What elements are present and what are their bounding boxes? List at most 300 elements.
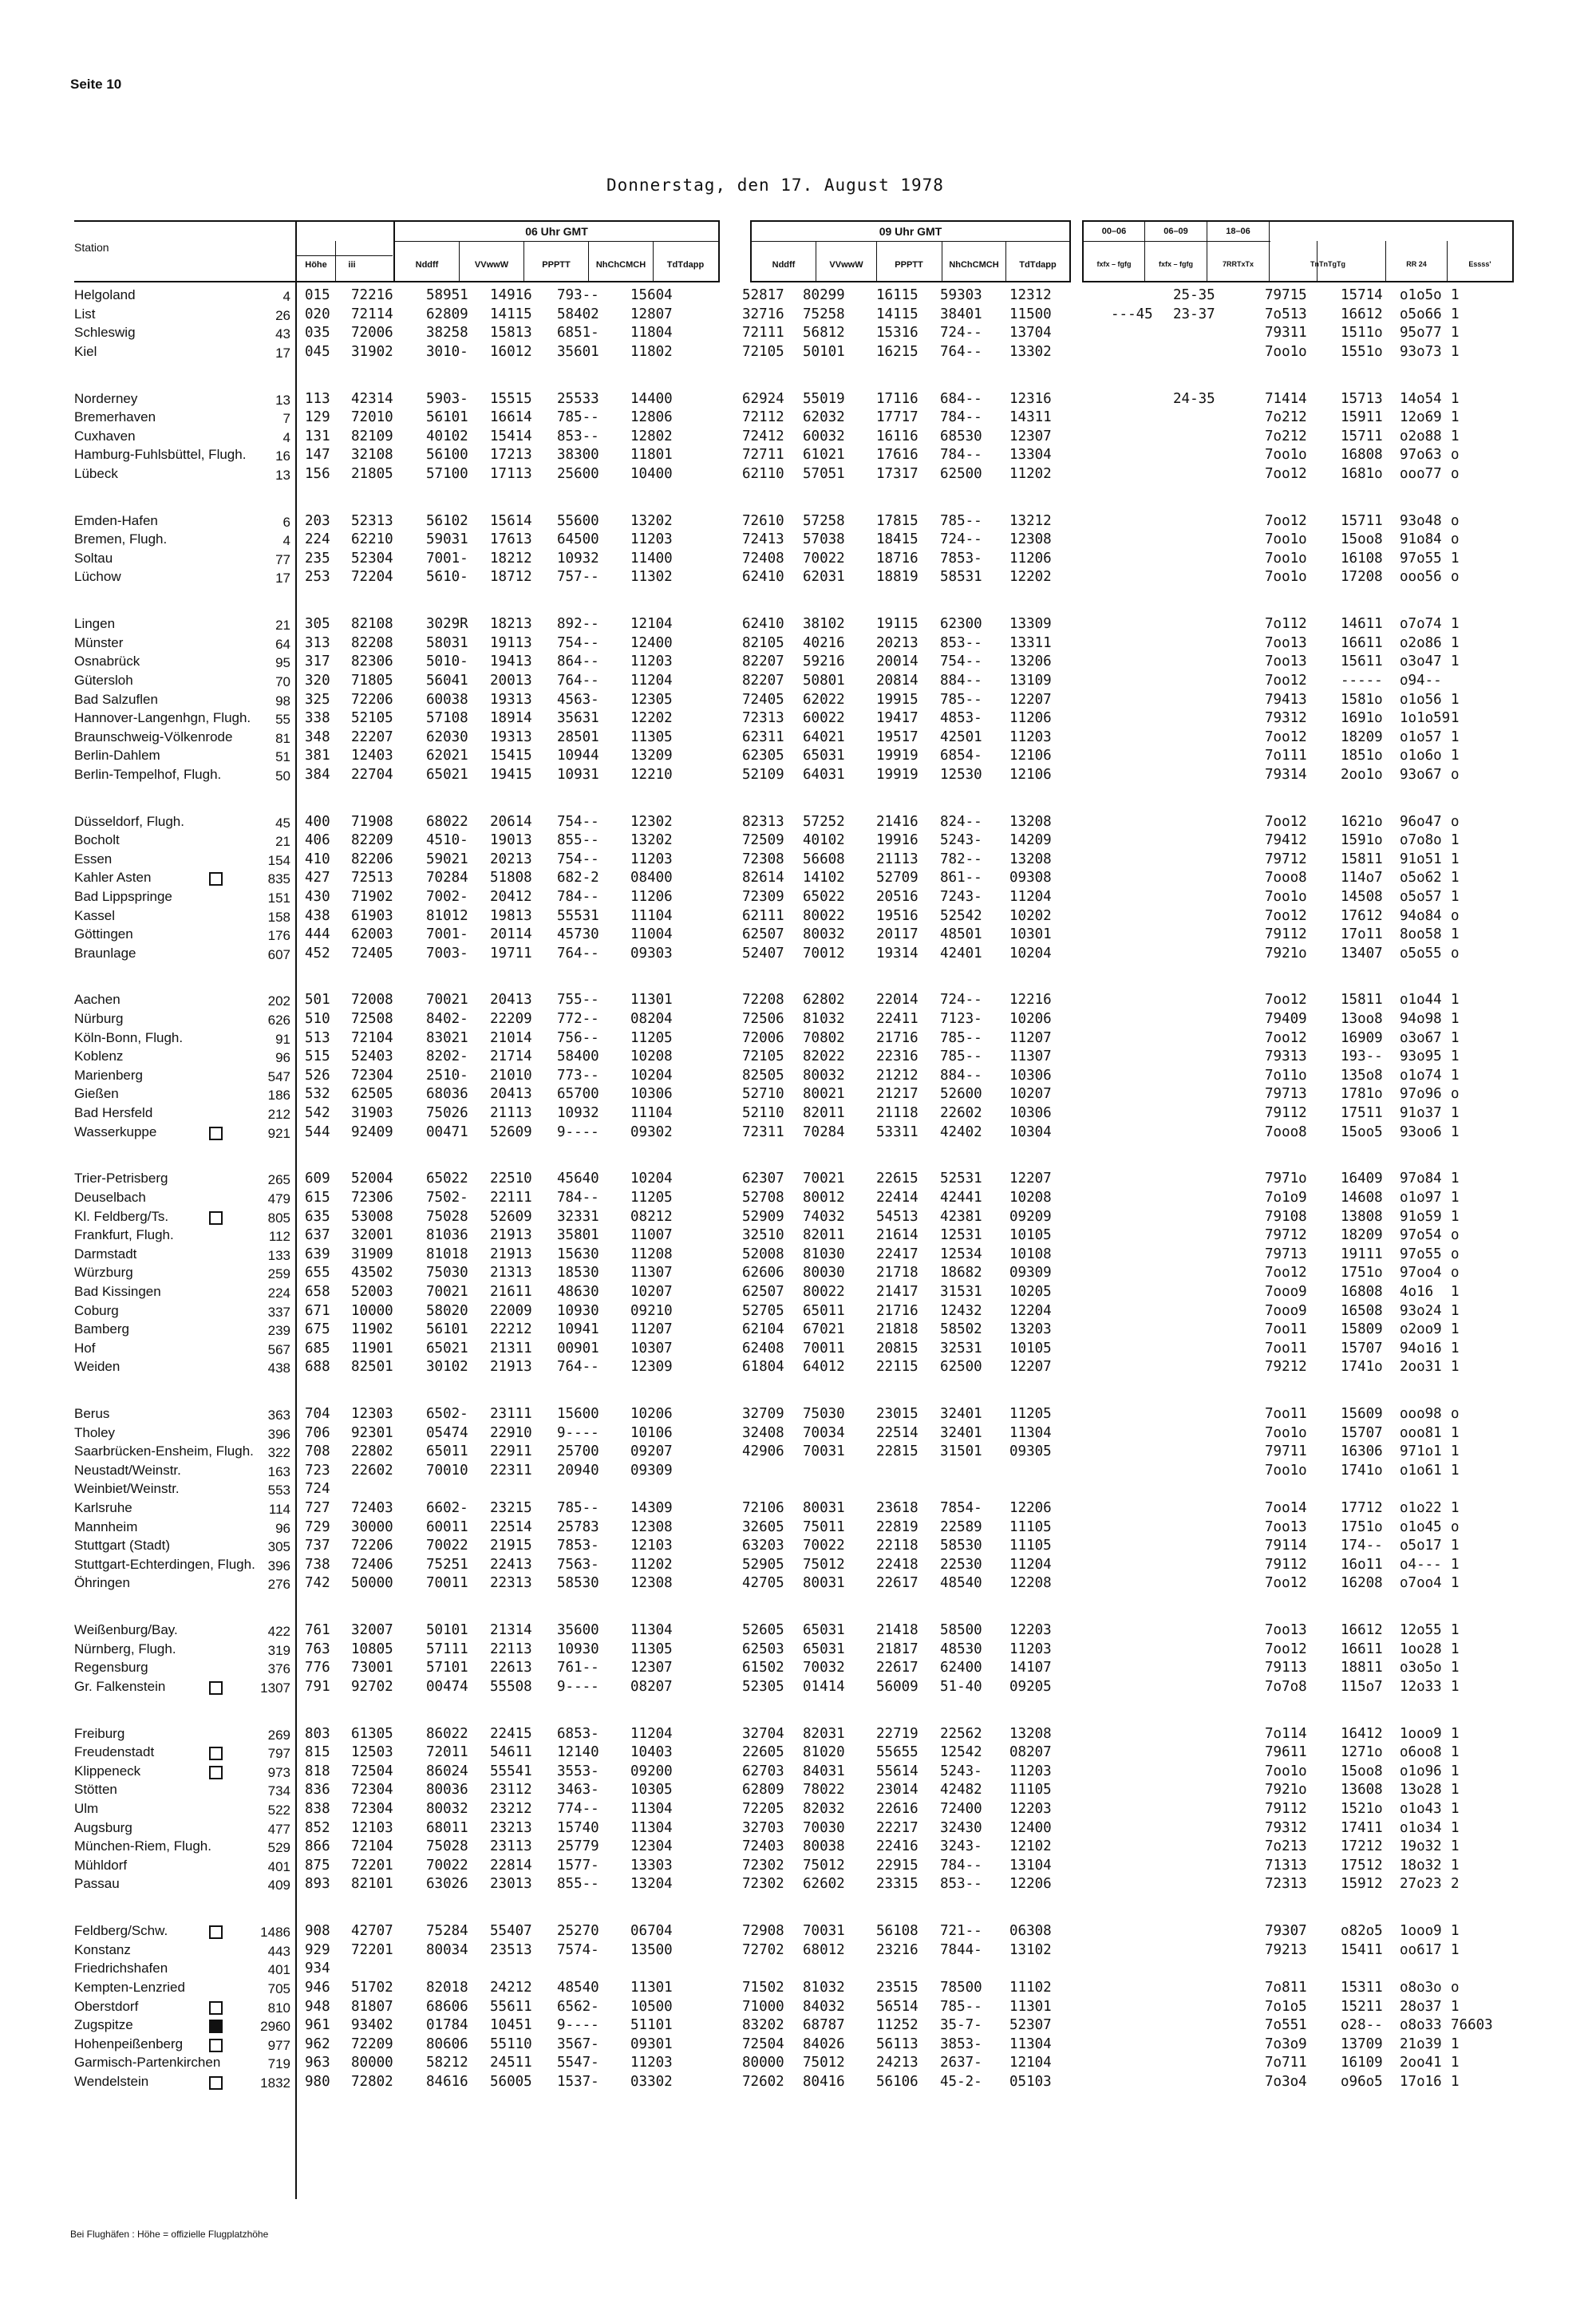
td-09-value: 10105 [1009, 1227, 1052, 1243]
station-id: 961 [305, 2017, 330, 2033]
ppptt-06-value: 19313 [490, 692, 532, 708]
tnt-value: 14611 [1341, 616, 1383, 632]
tnt-value: 16o11 [1341, 1557, 1383, 1573]
nch-09-value: 48501 [940, 926, 982, 942]
rr24-value: o5o66 [1400, 306, 1442, 322]
ppptt-09-value: 21417 [876, 1284, 918, 1300]
station-name: Weiden [74, 1359, 120, 1374]
table-row [0, 1876, 1596, 1894]
nch-09-value: 5243- [940, 832, 982, 848]
table-row [0, 1801, 1596, 1819]
nch-06-value: 10932 [557, 551, 599, 567]
station-height: 43 [275, 326, 290, 342]
station-id: 637 [305, 1227, 330, 1243]
rr24-value: o5o62 [1400, 870, 1442, 886]
nch-09-value: 784-- [940, 1858, 982, 1874]
vvwww-09-value: 81032 [803, 1980, 845, 1996]
nch-09-value: 22562 [940, 1726, 982, 1742]
nddff-09-value: 62507 [742, 926, 784, 942]
ppptt-09-value: 22118 [876, 1538, 918, 1554]
ppptt-09-value: 17616 [876, 447, 918, 463]
nddff-09-value: 62410 [742, 616, 784, 632]
ppptt-09-value: 19417 [876, 710, 918, 726]
nch-09-value: 42402 [940, 1124, 982, 1140]
station-height: 176 [267, 928, 290, 943]
header-period-00-06: 00–06 [1101, 227, 1127, 236]
td-06-value: 08204 [630, 1011, 673, 1027]
station-name: Berus [74, 1406, 110, 1421]
nch-09-value: 18682 [940, 1265, 982, 1281]
nddff-09-value: 71502 [742, 1980, 784, 1996]
rrr-value: 7ooo9 [1265, 1303, 1307, 1319]
nch-06-value: 756-- [557, 1030, 599, 1046]
esss-value: 1 [1451, 409, 1460, 425]
nddff-09-value: 32709 [742, 1406, 784, 1422]
station-id: 704 [305, 1406, 330, 1422]
vvwww-09-value: 80032 [803, 926, 845, 942]
nddff-09-value: 62311 [742, 729, 784, 745]
tnt-value: o28-- [1341, 2017, 1383, 2033]
td-09-value: 12206 [1009, 1876, 1052, 1892]
rrr-value: 7921o [1265, 1782, 1307, 1798]
station-id: 776 [305, 1660, 330, 1676]
ppptt-06-value: 21014 [490, 1030, 532, 1046]
rr24-value: 21o39 [1400, 2036, 1442, 2052]
tnt-value: 16109 [1341, 2055, 1383, 2071]
vvwww-09-value: 65031 [803, 1622, 845, 1638]
vvwww-06-value: 65022 [426, 1171, 468, 1187]
station-height: 522 [267, 1803, 290, 1818]
esss-value: 1 [1451, 1820, 1460, 1836]
td-06-value: 12103 [630, 1538, 673, 1554]
esss-value: 1 [1451, 1622, 1460, 1638]
ppptt-09-value: 22014 [876, 992, 918, 1008]
rrr-value: 79712 [1265, 1227, 1307, 1243]
table-row [0, 447, 1596, 465]
td-09-value: 11105 [1009, 1519, 1052, 1535]
nddff-06-value: 12103 [351, 1820, 393, 1836]
table-row [0, 391, 1596, 409]
tnt-value: 15211 [1341, 1999, 1383, 2015]
ppptt-06-value: 52609 [490, 1209, 532, 1225]
tnt-value: 19111 [1341, 1246, 1383, 1262]
station-id: 427 [305, 870, 330, 886]
nddff-06-value: 81807 [351, 1999, 393, 2015]
table-row [0, 1782, 1596, 1800]
nddff-09-value: 72308 [742, 851, 784, 867]
nddff-06-value: 82306 [351, 654, 393, 669]
station-height: 114 [268, 1502, 290, 1517]
rrr-value: 7o11o [1265, 1068, 1307, 1084]
table-row [0, 1086, 1596, 1104]
rrr-value: 71313 [1265, 1858, 1307, 1874]
ppptt-06-value: 15515 [490, 391, 532, 407]
tnt-value: 16108 [1341, 551, 1383, 567]
nddff-09-value: 52708 [742, 1190, 784, 1206]
rrr-value: 7oo12 [1265, 1641, 1307, 1657]
nddff-06-value: 52403 [351, 1048, 393, 1064]
vvwww-09-value: 56608 [803, 851, 845, 867]
rr24-value: o1o43 [1400, 1801, 1442, 1817]
rr24-value: 4o16 [1400, 1284, 1434, 1300]
tnt-value: 1781o [1341, 1086, 1383, 1102]
station-id: 438 [305, 908, 330, 924]
vvwww-06-value: 58212 [426, 2055, 468, 2071]
station-name: Ulm [74, 1801, 99, 1816]
tnt-value: 16808 [1341, 447, 1383, 463]
td-06-value: 12400 [630, 635, 673, 651]
nch-09-value: 7854- [940, 1500, 982, 1516]
td-06-value: 10204 [630, 1171, 673, 1187]
nch-06-value: 45640 [557, 1171, 599, 1187]
nddff-06-value: 72508 [351, 1011, 393, 1027]
td-09-value: 13208 [1009, 851, 1052, 867]
esss-value: o [1451, 513, 1460, 529]
tnt-value: 14508 [1341, 889, 1383, 905]
ppptt-09-value: 16116 [876, 428, 918, 444]
rrr-value: 7oo12 [1265, 1265, 1307, 1281]
td-09-value: 10304 [1009, 1124, 1052, 1140]
rrr-value: 79108 [1265, 1209, 1307, 1225]
nch-06-value: 761-- [557, 1660, 599, 1676]
ppptt-09-value: 55614 [876, 1763, 918, 1779]
nddff-09-value: 52407 [742, 946, 784, 962]
station-height: 1307 [260, 1680, 290, 1696]
td-09-value: 13704 [1009, 325, 1052, 341]
td-09-value: 12208 [1009, 1575, 1052, 1591]
table-row [0, 1838, 1596, 1857]
ppptt-09-value: 23618 [876, 1500, 918, 1516]
rr24-value: o7oo4 [1400, 1575, 1442, 1591]
nddff-06-value: 71908 [351, 814, 393, 830]
nddff-06-value: 92702 [351, 1679, 393, 1695]
rr24-value: 28o37 [1400, 1999, 1442, 2015]
station-name: Trier-Petrisberg [74, 1171, 168, 1186]
nch-06-value: 793-- [557, 287, 599, 303]
td-06-value: 10305 [630, 1782, 673, 1798]
ppptt-06-value: 22415 [490, 1726, 532, 1742]
td-09-value: 13102 [1009, 1942, 1052, 1958]
esss-value: 1 [1451, 428, 1460, 444]
station-name: Nürburg [74, 1011, 124, 1026]
ppptt-06-value: 19813 [490, 908, 532, 924]
vvwww-06-value: 75028 [426, 1838, 468, 1854]
station-id: 526 [305, 1068, 330, 1084]
nch-06-value: 785-- [557, 409, 599, 425]
station-height: 322 [267, 1445, 290, 1460]
esss-value: o [1451, 466, 1460, 482]
rr24-value: o1o97 [1400, 1190, 1442, 1206]
esss-value: 1 [1451, 851, 1460, 867]
station-name: Hof [74, 1341, 96, 1356]
station-height: 4 [282, 430, 290, 445]
nddff-09-value: 72106 [742, 1500, 784, 1516]
nch-09-value: 784-- [940, 409, 982, 425]
header-period-06-09: 06–09 [1163, 227, 1188, 236]
rr24-value: 1o1o59 [1400, 710, 1451, 726]
table-row [0, 710, 1596, 729]
vvwww-06-value: 58951 [426, 287, 468, 303]
ppptt-06-value: 19113 [490, 635, 532, 651]
nddff-06-value: 82108 [351, 616, 393, 632]
esss-value: 1 [1451, 1500, 1460, 1516]
station-id: 688 [305, 1359, 330, 1375]
td-06-value: 11307 [630, 1265, 673, 1281]
vvwww-09-value: 64012 [803, 1359, 845, 1375]
td-06-value: 12202 [630, 710, 673, 726]
ppptt-06-value: 56005 [490, 2074, 532, 2090]
vvwww-06-value: 56102 [426, 513, 468, 529]
nddff-09-value: 82614 [742, 870, 784, 886]
vvwww-09-value: 80031 [803, 1575, 845, 1591]
ppptt-09-value: 21818 [876, 1321, 918, 1337]
ppptt-06-value: 17113 [490, 466, 532, 482]
station-name: Würzburg [74, 1265, 133, 1280]
station-id: 253 [305, 569, 330, 585]
tnt-value: 16306 [1341, 1443, 1383, 1459]
ppptt-06-value: 22510 [490, 1171, 532, 1187]
nddff-09-value: 72105 [742, 344, 784, 360]
nddff-06-value: 31909 [351, 1246, 393, 1262]
rrr-value: 79711 [1265, 1443, 1307, 1459]
ppptt-06-value: 17613 [490, 531, 532, 547]
td-09-value: 10204 [1009, 946, 1052, 962]
station-id: 946 [305, 1980, 330, 1996]
nch-09-value: 68530 [940, 428, 982, 444]
nddff-09-value: 72405 [742, 692, 784, 708]
nddff-06-value: 10805 [351, 1641, 393, 1657]
station-name: Friedrichshafen [74, 1961, 168, 1976]
rrr-value: 7oo14 [1265, 1500, 1307, 1516]
rr24-value: 91o84 [1400, 531, 1442, 547]
ppptt-06-value: 22814 [490, 1858, 532, 1874]
station-name: Feldberg/Schw. [74, 1923, 168, 1938]
td-09-value: 11205 [1009, 1406, 1052, 1422]
td-06-value: 08207 [630, 1679, 673, 1695]
td-09-value: 11102 [1009, 1980, 1052, 1996]
esss-value: 1 [1451, 729, 1460, 745]
table-row [0, 1557, 1596, 1575]
esss-value: 1 [1451, 1641, 1460, 1657]
rr24-value: o1o45 [1400, 1519, 1442, 1535]
station-height: 50 [275, 768, 290, 784]
nddff-06-value: 22802 [351, 1443, 393, 1459]
ppptt-06-value: 18213 [490, 616, 532, 632]
td-09-value: 13304 [1009, 447, 1052, 463]
ppptt-06-value: 22613 [490, 1660, 532, 1676]
esss-value: 1 [1451, 391, 1460, 407]
nch-06-value: 58530 [557, 1575, 599, 1591]
ppptt-09-value: 54513 [876, 1209, 918, 1225]
vvwww-06-value: 82018 [426, 1980, 468, 1996]
esss-value: 1 [1451, 1858, 1460, 1874]
ppptt-09-value: 19115 [876, 616, 918, 632]
esss-value: 1 [1451, 1425, 1460, 1441]
td-06-value: 13202 [630, 513, 673, 529]
esss-value: o [1451, 1246, 1460, 1262]
vvwww-09-value: 70011 [803, 1341, 845, 1356]
td-09-value: 13309 [1009, 616, 1052, 632]
nddff-06-value: 72405 [351, 946, 393, 962]
td-09-value: 12207 [1009, 692, 1052, 708]
station-height: 70 [275, 674, 290, 689]
nch-06-value: 864-- [557, 654, 599, 669]
rrr-value: 7oo11 [1265, 1321, 1307, 1337]
ppptt-09-value: 18415 [876, 531, 918, 547]
td-09-value: 08207 [1009, 1744, 1052, 1760]
tnt-value: 15oo8 [1341, 531, 1383, 547]
td-09-value: 11204 [1009, 1557, 1052, 1573]
td-06-value: 11302 [630, 569, 673, 585]
station-name: Marienberg [74, 1068, 143, 1083]
nch-06-value: 7574- [557, 1942, 599, 1958]
nch-06-value: 784-- [557, 889, 599, 905]
nch-06-value: 764-- [557, 946, 599, 962]
rrr-value: 7oo12 [1265, 1575, 1307, 1591]
station-name: Deuselbach [74, 1190, 146, 1205]
esss-value: 1 [1451, 1782, 1460, 1798]
nch-09-value: 62500 [940, 1359, 982, 1375]
nddff-06-value: 72209 [351, 2036, 393, 2052]
nddff-09-value: 52817 [742, 287, 784, 303]
rrr-value: 79312 [1265, 710, 1307, 726]
td-06-value: 11104 [630, 1105, 673, 1121]
gust-00-06-value: ---45 [1111, 306, 1153, 322]
rrr-value: 7oo1o [1265, 1463, 1307, 1479]
table-row [0, 851, 1596, 870]
station-height: 239 [267, 1323, 290, 1338]
esss-value: o [1451, 908, 1460, 924]
mountain-station-marker-icon [209, 2076, 223, 2090]
td-06-value: 10208 [630, 1048, 673, 1064]
nch-09-value: 62400 [940, 1660, 982, 1676]
nddff-09-value: 62503 [742, 1641, 784, 1657]
station-height: 95 [275, 655, 290, 670]
station-name: Bamberg [74, 1321, 129, 1337]
vvwww-06-value: 80606 [426, 2036, 468, 2052]
station-height: 705 [267, 1981, 290, 1996]
nddff-06-value: 31902 [351, 344, 393, 360]
ppptt-06-value: 20413 [490, 1086, 532, 1102]
nch-09-value: 42441 [940, 1190, 982, 1206]
station-height: 4 [282, 533, 290, 548]
ppptt-09-value: 21217 [876, 1086, 918, 1102]
station-id: 129 [305, 409, 330, 425]
td-06-value: 11203 [630, 654, 673, 669]
rr24-value: o94-- [1400, 673, 1442, 689]
vvwww-06-value: 8402- [426, 1011, 468, 1027]
table-row [0, 344, 1596, 362]
rrr-value: 7oo11 [1265, 1341, 1307, 1356]
ppptt-09-value: 19915 [876, 692, 918, 708]
nddff-09-value: 72412 [742, 428, 784, 444]
nch-09-value: 2637- [940, 2055, 982, 2071]
td-06-value: 11202 [630, 1557, 673, 1573]
station-name: Nürnberg, Flugh. [74, 1641, 176, 1656]
ppptt-06-value: 22514 [490, 1519, 532, 1535]
station-name: Mühldorf [74, 1858, 128, 1873]
ppptt-09-value: 16215 [876, 344, 918, 360]
rr24-value: 1ooo9 [1400, 1726, 1442, 1742]
vvwww-06-value: 5010- [426, 654, 468, 669]
tnt-value: 13407 [1341, 946, 1383, 962]
ppptt-06-value: 21714 [490, 1048, 532, 1064]
station-name: Coburg [74, 1303, 119, 1318]
rr24-value: 17o16 [1400, 2074, 1442, 2090]
station-height: 269 [267, 1728, 290, 1743]
nch-06-value: 3567- [557, 2036, 599, 2052]
nch-06-value: 65700 [557, 1086, 599, 1102]
station-name: Saarbrücken-Ensheim, Flugh. [74, 1443, 254, 1459]
td-06-value: 11301 [630, 1980, 673, 1996]
nch-09-value: 724-- [940, 992, 982, 1008]
tnt-value: 17511 [1341, 1105, 1383, 1121]
vvwww-06-value: 56100 [426, 447, 468, 463]
nch-06-value: 28501 [557, 729, 599, 745]
nddff-09-value: 32704 [742, 1726, 784, 1742]
rrr-value: 7o112 [1265, 616, 1307, 632]
ppptt-06-value: 22113 [490, 1641, 532, 1657]
nch-09-value: 32531 [940, 1341, 982, 1356]
esss-value: o [1451, 447, 1460, 463]
td-06-value: 11007 [630, 1227, 673, 1243]
ppptt-09-value: 23515 [876, 1980, 918, 1996]
nddff-09-value: 62111 [742, 908, 784, 924]
nch-06-value: 48540 [557, 1980, 599, 1996]
td-09-value: 11304 [1009, 2036, 1052, 2052]
vvwww-06-value: 56101 [426, 1321, 468, 1337]
ppptt-09-value: 56106 [876, 2074, 918, 2090]
vvwww-06-value: 65021 [426, 1341, 468, 1356]
station-height: 16 [275, 448, 290, 464]
table-row [0, 870, 1596, 888]
rrr-value: 7971o [1265, 1171, 1307, 1187]
table-row [0, 1763, 1596, 1782]
ppptt-09-value: 21718 [876, 1265, 918, 1281]
vvwww-06-value: 62030 [426, 729, 468, 745]
header-iii: iii [348, 260, 356, 270]
ppptt-06-value: 20412 [490, 889, 532, 905]
station-name: Oberstdorf [74, 1999, 139, 2014]
station-height: 529 [267, 1840, 290, 1855]
station-height: 4 [282, 289, 290, 304]
rr24-value: ooo56 [1400, 569, 1442, 585]
vvwww-06-value: 30102 [426, 1359, 468, 1375]
station-name: Lingen [74, 616, 116, 631]
nddff-06-value: 61903 [351, 908, 393, 924]
td-09-value: 13212 [1009, 513, 1052, 529]
esss-value: 76603 [1451, 2017, 1493, 2033]
esss-value: 2 [1451, 1876, 1460, 1892]
nddff-09-value: 72302 [742, 1858, 784, 1874]
table-row [0, 692, 1596, 710]
vvwww-06-value: 01784 [426, 2017, 468, 2033]
station-id: 671 [305, 1303, 330, 1319]
station-height: 64 [275, 637, 290, 652]
nch-06-value: 10944 [557, 748, 599, 764]
ppptt-06-value: 10451 [490, 2017, 532, 2033]
esss-value: 1 [1451, 1068, 1460, 1084]
station-name: Weinbiet/Weinstr. [74, 1481, 180, 1496]
ppptt-06-value: 19313 [490, 729, 532, 745]
rr24-value: o5o57 [1400, 889, 1442, 905]
station-height: 21 [275, 618, 290, 633]
nddff-06-value: 72008 [351, 992, 393, 1008]
table-row [0, 1443, 1596, 1462]
rr24-value: 91o59 [1400, 1209, 1442, 1225]
station-height: 98 [275, 693, 290, 709]
station-id: 929 [305, 1942, 330, 1958]
